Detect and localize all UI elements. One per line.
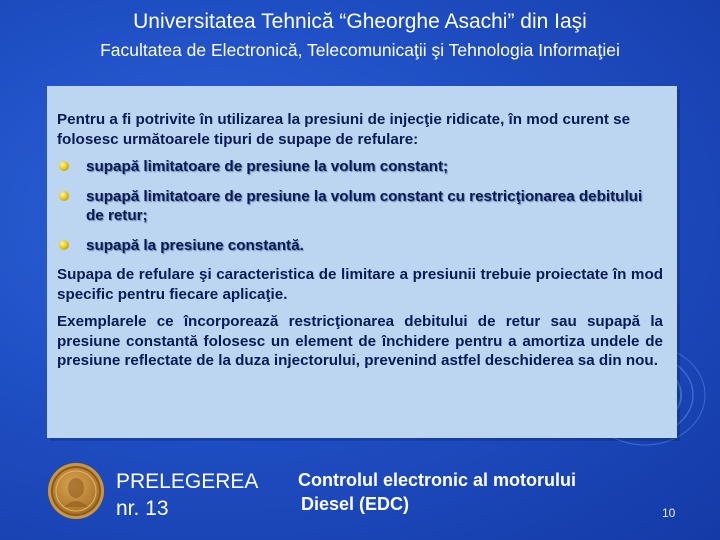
list-item-text: supapă la presiune constantă. [86, 236, 304, 254]
list-item-text: supapă limitatoare de presiune la volum constant cu restricţionarea debitului de retur; [86, 187, 643, 224]
course-title [298, 468, 576, 516]
faculty-title: Facultatea de Electronică, Telecomunicaţii şi Tehnologia Informaţiei [100, 40, 620, 60]
lecture-number: nr. 13 [116, 497, 169, 520]
intro-paragraph: Pentru a fi potrivite în utilizarea la presiuni de injecţie ridicate, în mod curent se folosesc următoarele tipuri de supape de refulare: [57, 111, 631, 148]
bullet-dot-icon [59, 161, 69, 171]
university-title: Universitatea Tehnică “Gheorghe Asachi” din Iaşi [133, 10, 587, 33]
content-panel [47, 86, 677, 438]
restriction-paragraph: Exemplarele ce încorporează restricţionarea debitului de retur sau supapă la presiune constantă folosesc un element de închidere pentru a amortiza undele de presiune reflectate de la duza injectorului, prevenind astfel deschiderea sa din nou. [57, 313, 663, 369]
bullet-dot-icon [59, 191, 69, 201]
list-item [57, 157, 663, 177]
valve-type-list [57, 157, 663, 255]
list-item [57, 236, 663, 256]
lecture-title: PRELEGEREA [116, 470, 259, 493]
design-paragraph: Supapa de refulare şi caracteristica de limitare a presiunii trebuie proiectate în mod specific pentru fiecare aplicaţie. [57, 266, 663, 303]
bullet-dot-icon [59, 240, 69, 250]
university-medallion-icon [48, 463, 104, 519]
lecture-label [116, 468, 258, 522]
page-number: 10 [662, 506, 676, 520]
course-title-line2: Diesel (EDC) [301, 494, 410, 514]
course-title-line1: Controlul electronic al motorului [298, 470, 577, 490]
list-item-text: supapă limitatoare de presiune la volum constant; [86, 158, 449, 175]
list-item [57, 187, 663, 226]
